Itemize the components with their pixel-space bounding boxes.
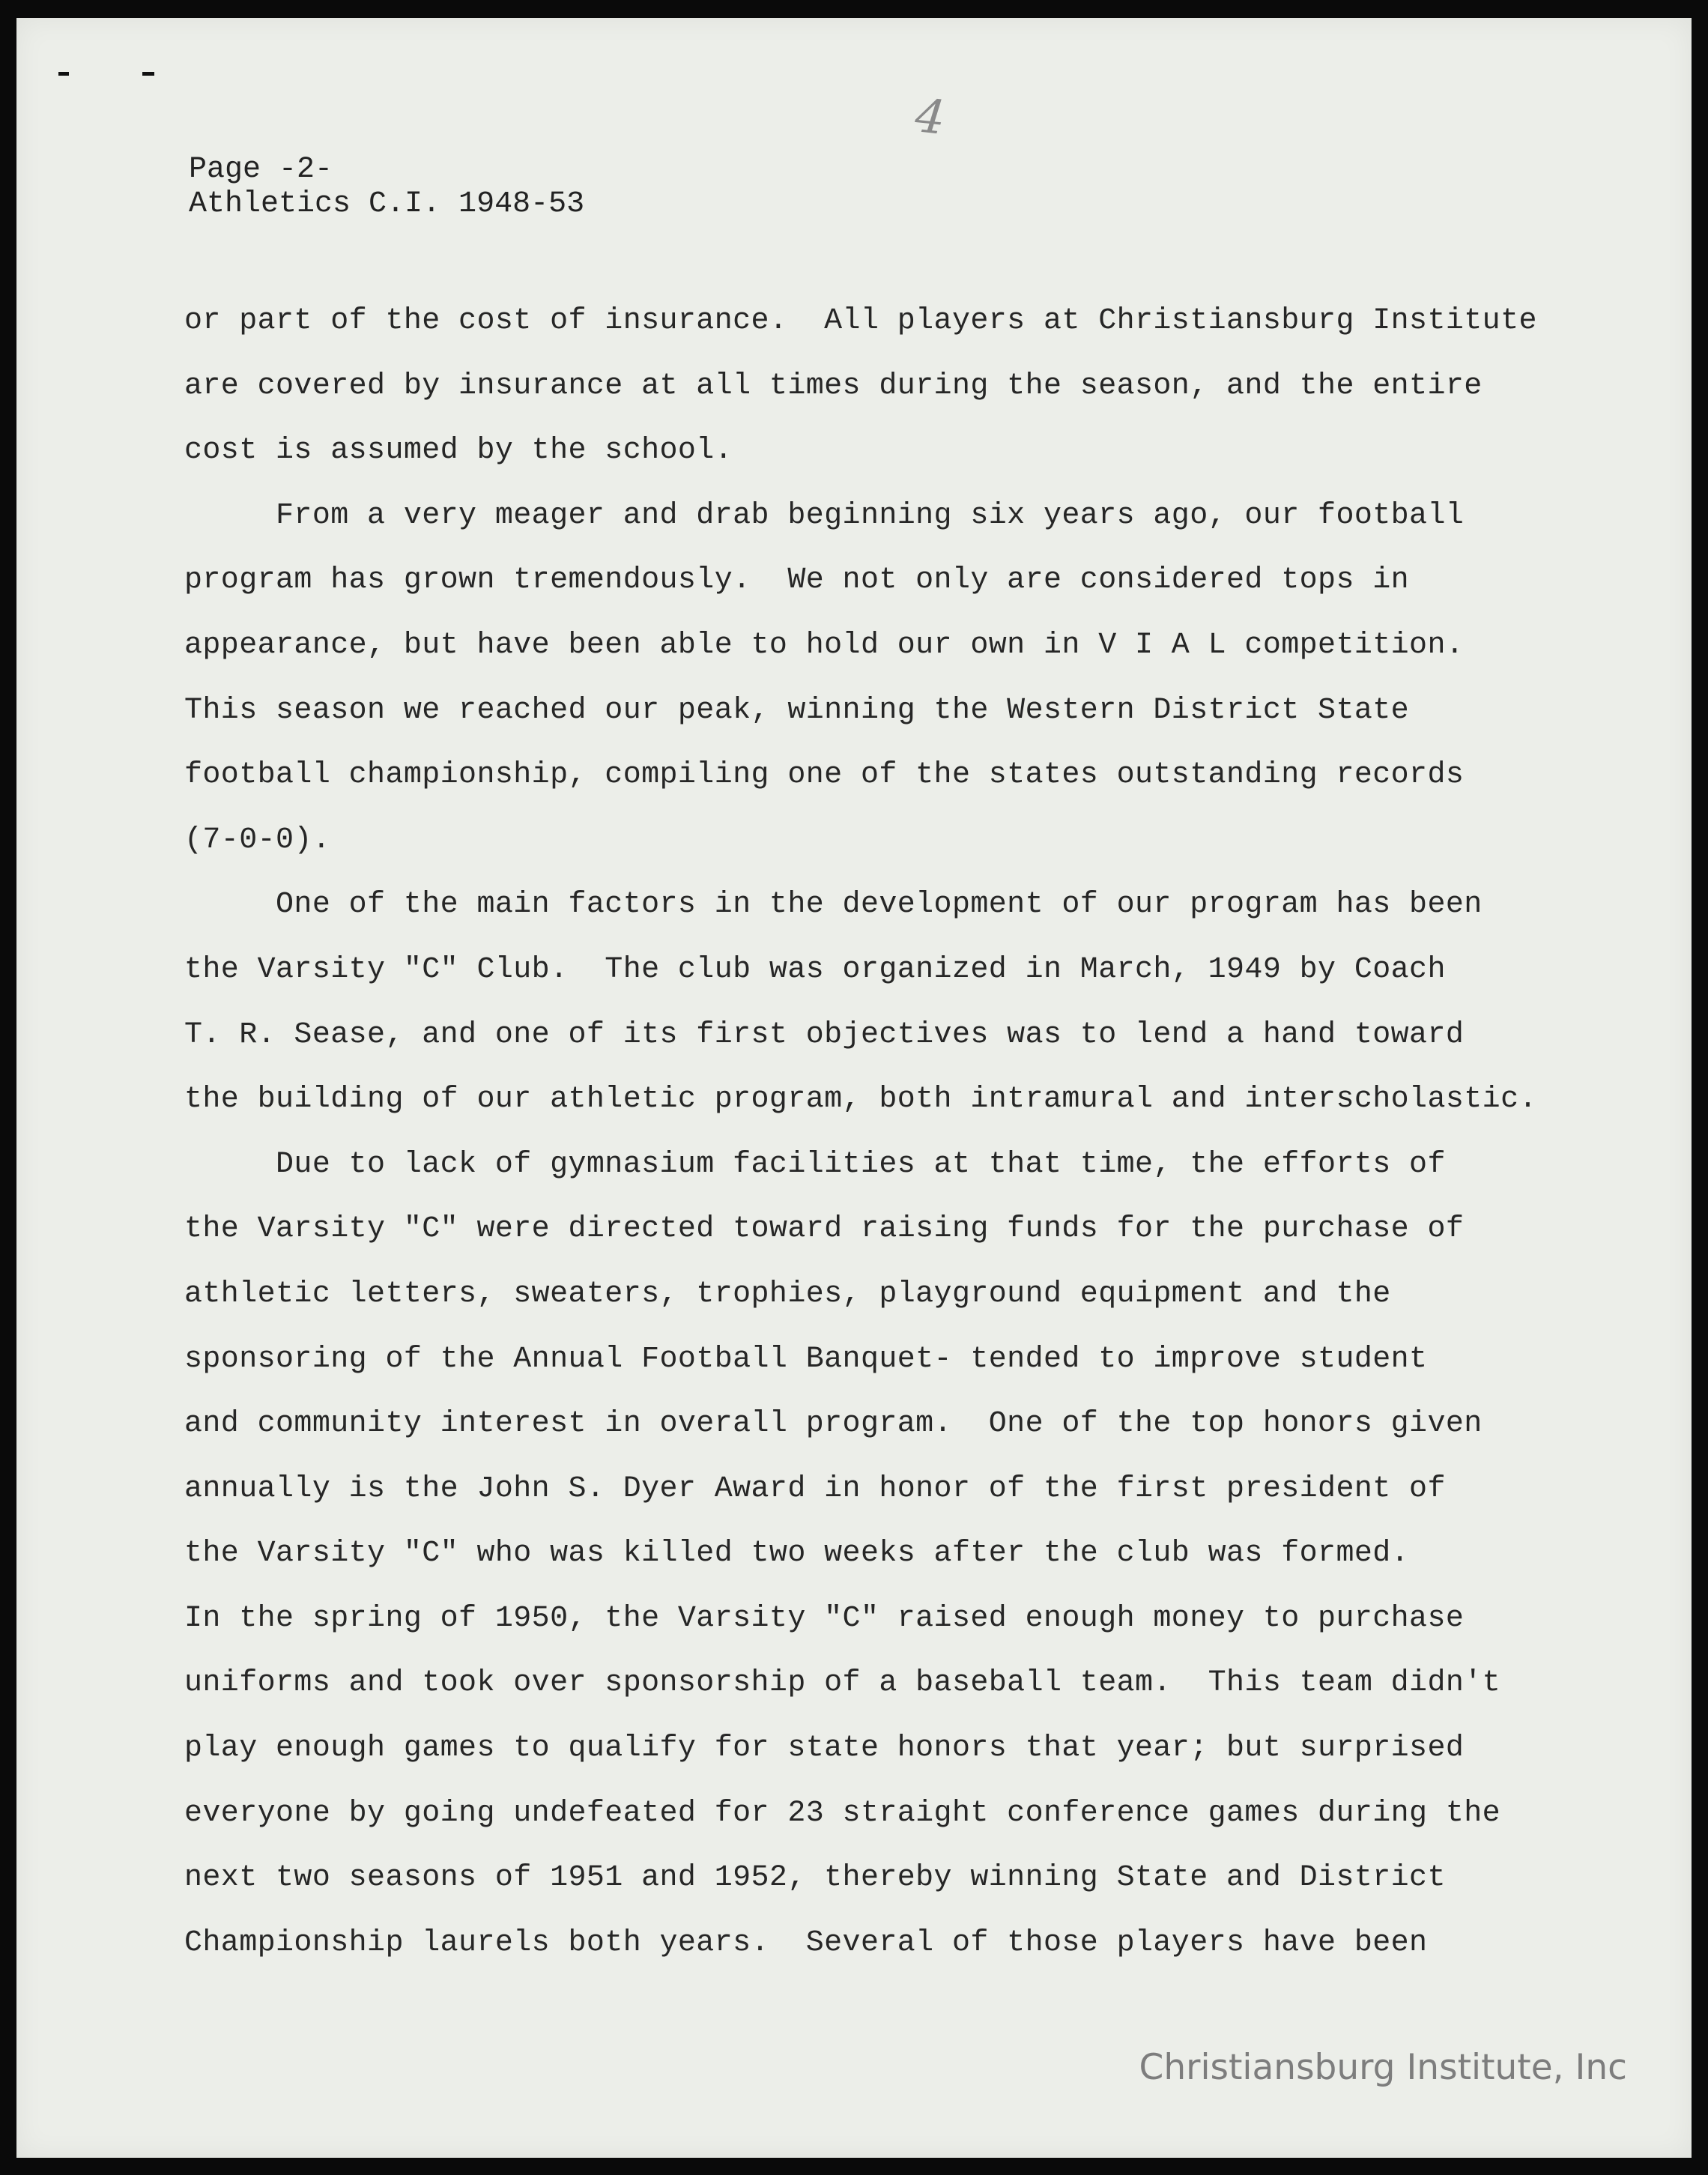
text-line: (7-0-0).: [184, 823, 331, 857]
text-line: the Varsity "C" Club. The club was organized in March, 1949 by Coach: [184, 952, 1446, 987]
text-line: This season we reached our peak, winning the Western District State: [184, 693, 1410, 727]
text-line: the building of our athletic program, both intramural and interscholastic.: [184, 1083, 1537, 1117]
watermark: Christiansburg Institute, Inc: [1139, 2047, 1627, 2088]
text-line: T. R. Sease, and one of its first objectives was to lend a hand toward: [184, 1017, 1465, 1052]
document-subtitle: Athletics C.I. 1948-53: [189, 187, 585, 221]
text-line: cost is assumed by the school.: [184, 434, 733, 468]
handwritten-page-number: 4: [912, 88, 948, 145]
document-body: [184, 289, 1630, 1976]
text-line: From a very meager and drab beginning six years ago, our football: [184, 498, 1465, 533]
text-line: are covered by insurance at all times during the season, and the entire: [184, 369, 1483, 403]
text-line: In the spring of 1950, the Varsity "C" raised enough money to purchase: [184, 1601, 1465, 1636]
text-line: uniforms and took over sponsorship of a baseball team. This team didn't: [184, 1666, 1501, 1701]
corner-mark: [58, 72, 69, 76]
text-line: the Varsity "C" who was killed two weeks after the club was formed.: [184, 1537, 1410, 1571]
page-number: Page -2-: [189, 153, 333, 187]
text-line: or part of the cost of insurance. All players at Christiansburg Institute: [184, 304, 1537, 338]
corner-mark: [142, 72, 154, 76]
text-line: next two seasons of 1951 and 1952, thereby winning State and District: [184, 1861, 1446, 1896]
text-line: Championship laurels both years. Several of those players have been: [184, 1926, 1428, 1960]
page-header: [189, 153, 584, 222]
text-line: Due to lack of gymnasium facilities at that time, the efforts of: [184, 1147, 1446, 1182]
text-line: the Varsity "C" were directed toward raising funds for the purchase of: [184, 1212, 1465, 1247]
text-line: everyone by going undefeated for 23 straight conference games during the: [184, 1796, 1501, 1830]
document-page: [16, 18, 1692, 2158]
text-line: and community interest in overall program. One of the top honors given: [184, 1407, 1483, 1442]
text-line: football championship, compiling one of the states outstanding records: [184, 758, 1465, 793]
text-line: annually is the John S. Dyer Award in honor of the first president of: [184, 1471, 1446, 1506]
text-line: sponsoring of the Annual Football Banquet- tended to improve student: [184, 1342, 1428, 1376]
text-line: appearance, but have been able to hold our own in V I A L competition.: [184, 628, 1465, 662]
text-line: One of the main factors in the development of our program has been: [184, 888, 1483, 922]
text-line: program has grown tremendously. We not only are considered tops in: [184, 563, 1410, 598]
text-line: athletic letters, sweaters, trophies, playground equipment and the: [184, 1277, 1391, 1311]
text-line: play enough games to qualify for state honors that year; but surprised: [184, 1731, 1465, 1766]
